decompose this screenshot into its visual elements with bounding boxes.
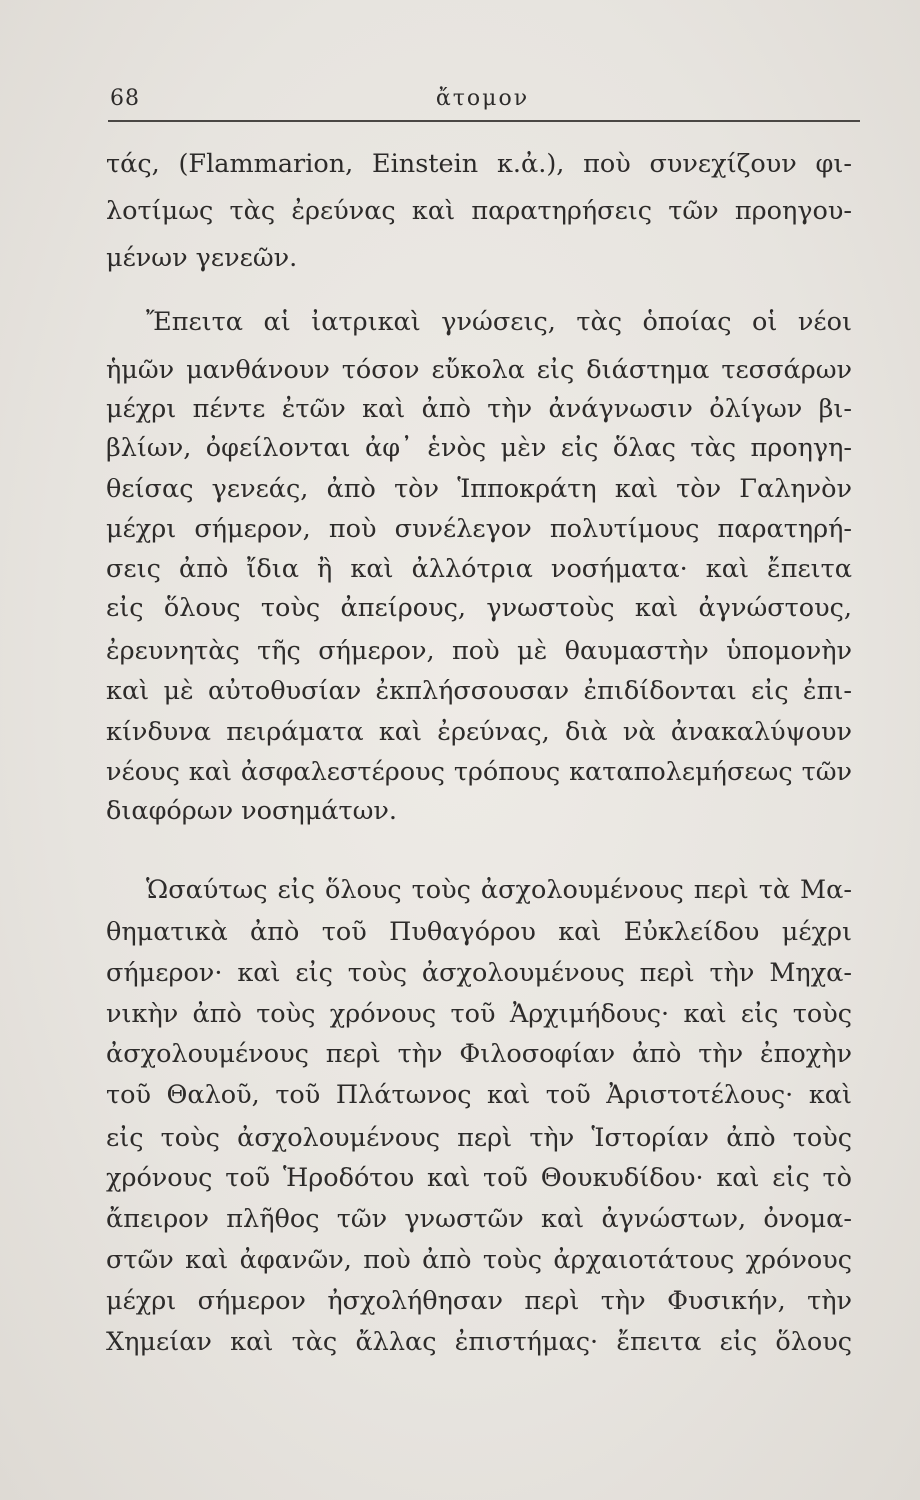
text-line: καὶ μὲ αὐτοθυσίαν ἐκπλήσσουσαν ἐπιδίδονται εἰς ἐπι-: [106, 676, 852, 706]
text-line: νέους καὶ ἀσφαλεστέρους τρόπους καταπολεμήσεως τῶν: [106, 757, 852, 787]
text-line: μέχρι πέντε ἐτῶν καὶ ἀπὸ τὴν ἀνάγνωσιν ὀλίγων βι-: [106, 394, 852, 424]
text-line: θηματικὰ ἀπὸ τοῦ Πυθαγόρου καὶ Εὐκλείδου μέχρι: [106, 917, 852, 947]
text-line: σήμερον· καὶ εἰς τοὺς ἀσχολουμένους περὶ τὴν Μηχα-: [106, 958, 852, 988]
text-line: μένων γενεῶν.: [106, 243, 298, 273]
text-line: ἀσχολουμένους περὶ τὴν Φιλοσοφίαν ἀπὸ τὴν ἐποχὴν: [106, 1039, 852, 1069]
text-line: σεις ἀπὸ ἴδια ἢ καὶ ἀλλότρια νοσήματα· καὶ ἔπειτα: [106, 554, 852, 584]
page-header: [110, 86, 855, 118]
text-line: εἰς ὅλους τοὺς ἀπείρους, γνωστοὺς καὶ ἀγνώστους,: [106, 593, 852, 623]
header-rule: [108, 120, 860, 122]
page-number: 68: [110, 86, 140, 111]
text-line: λοτίμως τὰς ἐρεύνας καὶ παρατηρήσεις τῶν προηγου-: [106, 196, 852, 226]
text-line: νικὴν ἀπὸ τοὺς χρόνους τοῦ Ἀρχιμήδους· καὶ εἰς τοὺς: [106, 999, 852, 1029]
running-head: ἄτομον: [435, 86, 530, 111]
text-line: βλίων, ὀφείλονται ἀφ᾿ ἑνὸς μὲν εἰς ὅλας τὰς προηγη-: [106, 433, 852, 463]
text-line: Ἔπειτα αἱ ἰατρικαὶ γνώσεις, τὰς ὁποίας οἱ νέοι: [146, 307, 852, 337]
text-line: χρόνους τοῦ Ἡροδότου καὶ τοῦ Θουκυδίδου· καὶ εἰς τὸ: [106, 1163, 852, 1193]
text-line: μέχρι σήμερον ἠσχολήθησαν περὶ τὴν Φυσικήν, τὴν: [106, 1286, 852, 1316]
text-line: μέχρι σήμερον, ποὺ συνέλεγον πολυτίμους παρατηρή-: [106, 514, 852, 544]
text-line: τοῦ Θαλοῦ, τοῦ Πλάτωνος καὶ τοῦ Ἀριστοτέλους· καὶ: [106, 1080, 852, 1110]
text-line: ἄπειρον πλῆθος τῶν γνωστῶν καὶ ἀγνώστων, ὀνομα-: [106, 1204, 852, 1234]
text-line: στῶν καὶ ἀφανῶν, ποὺ ἀπὸ τοὺς ἀρχαιοτάτους χρόνους: [106, 1245, 852, 1275]
text-line: κίνδυνα πειράματα καὶ ἐρεύνας, διὰ νὰ ἀνακαλύψουν: [106, 717, 852, 747]
text-line: ἐρευνητὰς τῆς σήμερον, ποὺ μὲ θαυμαστὴν ὑπομονὴν: [106, 636, 852, 666]
text-line: θείσας γενεάς, ἀπὸ τὸν Ἱπποκράτη καὶ τὸν Γαληνὸν: [106, 474, 852, 504]
text-line: Ὡσαύτως εἰς ὅλους τοὺς ἀσχολουμένους περὶ τὰ Μα-: [146, 875, 852, 905]
text-line: τάς, (Flammarion, Einstein κ.ἀ.), ποὺ συνεχίζουν φι-: [106, 149, 852, 179]
text-line: διαφόρων νοσημάτων.: [106, 796, 398, 826]
text-line: εἰς τοὺς ἀσχολουμένους περὶ τὴν Ἱστορίαν ἀπὸ τοὺς: [106, 1123, 852, 1153]
text-line: Χημείαν καὶ τὰς ἄλλας ἐπιστήμας· ἔπειτα εἰς ὅλους: [106, 1327, 852, 1357]
text-line: ἡμῶν μανθάνουν τόσον εὔκολα εἰς διάστημα τεσσάρων: [106, 355, 852, 385]
